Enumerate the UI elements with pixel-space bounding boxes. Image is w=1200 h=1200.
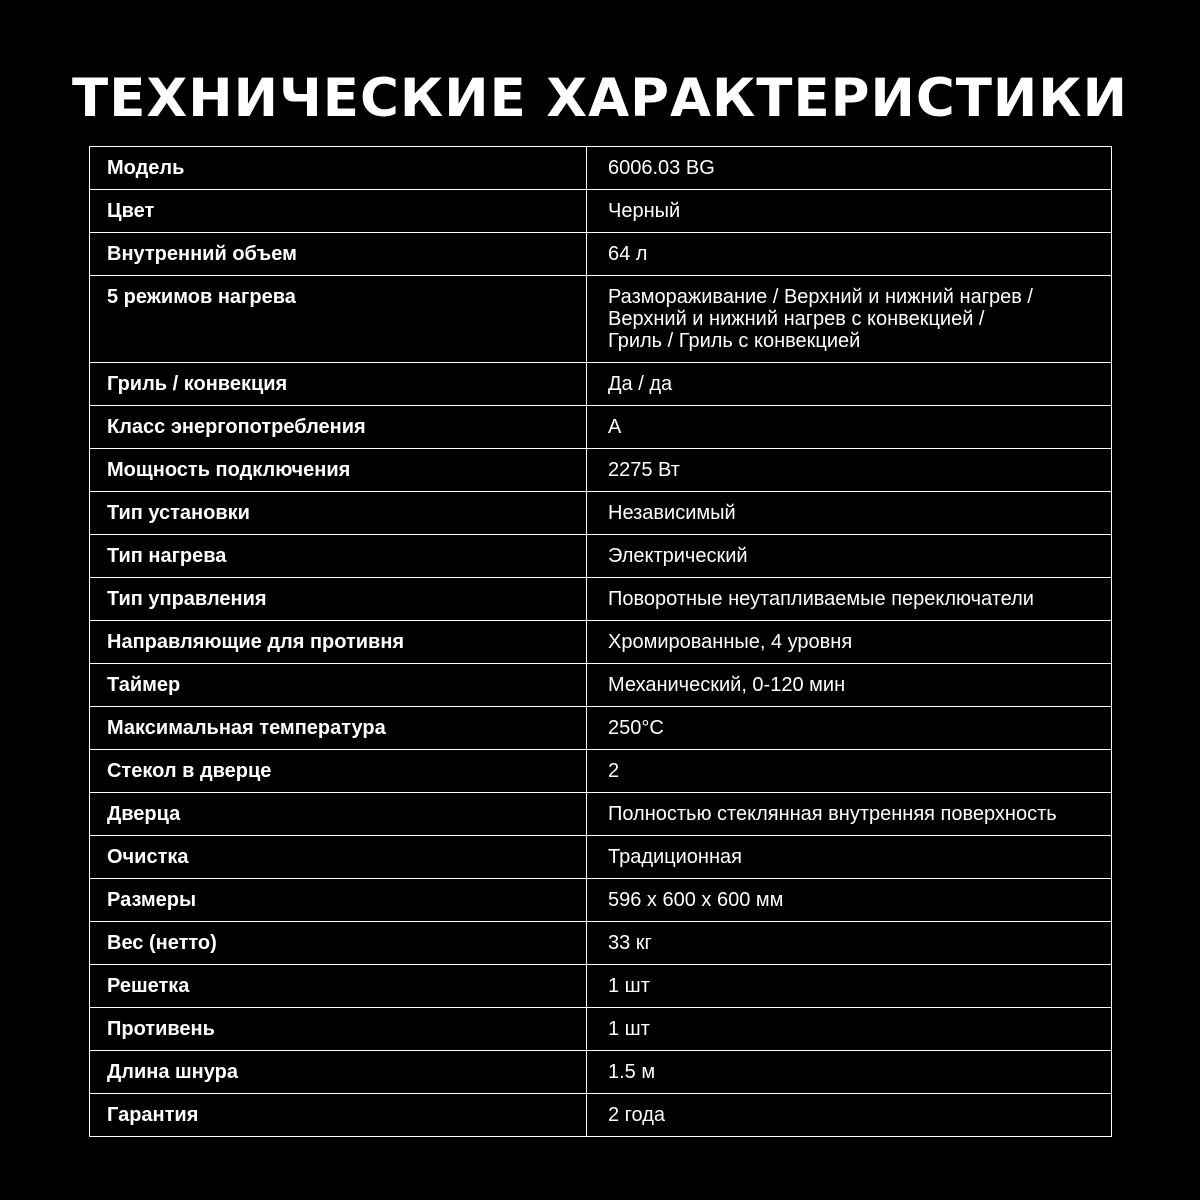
spec-value: 2 года [587, 1094, 1112, 1137]
spec-label: Очистка [90, 836, 587, 879]
spec-label: Размеры [90, 879, 587, 922]
spec-value: 6006.03 BG [587, 147, 1112, 190]
table-row [90, 750, 1112, 793]
spec-label: Направляющие для противня [90, 621, 587, 664]
table-row [90, 190, 1112, 233]
spec-label: Гриль / конвекция [90, 363, 587, 406]
spec-label: Дверца [90, 793, 587, 836]
table-row [90, 276, 1112, 363]
table-row [90, 449, 1112, 492]
spec-value: Полностью стеклянная внутренняя поверхность [587, 793, 1112, 836]
table-row [90, 233, 1112, 276]
page-title: ТЕХНИЧЕСКИЕ ХАРАКТЕРИСТИКИ [72, 68, 1128, 129]
spec-value: Электрический [587, 535, 1112, 578]
spec-value: Независимый [587, 492, 1112, 535]
table-row [90, 793, 1112, 836]
table-row [90, 965, 1112, 1008]
spec-label: Решетка [90, 965, 587, 1008]
spec-value: Поворотные неутапливаемые переключатели [587, 578, 1112, 621]
spec-label: Максимальная температура [90, 707, 587, 750]
spec-value: 2275 Вт [587, 449, 1112, 492]
spec-label: Тип управления [90, 578, 587, 621]
table-row [90, 836, 1112, 879]
table-row [90, 621, 1112, 664]
table-row [90, 578, 1112, 621]
spec-value: Черный [587, 190, 1112, 233]
table-row [90, 363, 1112, 406]
spec-label: Мощность подключения [90, 449, 587, 492]
spec-label: Модель [90, 147, 587, 190]
spec-value: 596 х 600 х 600 мм [587, 879, 1112, 922]
table-row [90, 1008, 1112, 1051]
spec-value: Да / да [587, 363, 1112, 406]
spec-value: Традиционная [587, 836, 1112, 879]
table-row [90, 879, 1112, 922]
spec-label: Цвет [90, 190, 587, 233]
spec-label: Противень [90, 1008, 587, 1051]
spec-label: Стекол в дверце [90, 750, 587, 793]
table-row [90, 147, 1112, 190]
table-row [90, 707, 1112, 750]
spec-label: 5 режимов нагрева [90, 276, 587, 363]
spec-value: 33 кг [587, 922, 1112, 965]
table-row [90, 1051, 1112, 1094]
spec-value: 1 шт [587, 965, 1112, 1008]
spec-label: Внутренний объем [90, 233, 587, 276]
spec-value: Механический, 0-120 мин [587, 664, 1112, 707]
table-row [90, 406, 1112, 449]
table-row [90, 492, 1112, 535]
table-row [90, 535, 1112, 578]
spec-value: A [587, 406, 1112, 449]
spec-value: 250°С [587, 707, 1112, 750]
spec-label: Класс энергопотребления [90, 406, 587, 449]
spec-value: Хромированные, 4 уровня [587, 621, 1112, 664]
specifications-table [89, 146, 1112, 1137]
spec-label: Таймер [90, 664, 587, 707]
spec-label: Длина шнура [90, 1051, 587, 1094]
spec-value: 1.5 м [587, 1051, 1112, 1094]
table-row [90, 1094, 1112, 1137]
table-row [90, 922, 1112, 965]
spec-value: 1 шт [587, 1008, 1112, 1051]
spec-label: Тип нагрева [90, 535, 587, 578]
spec-value: 64 л [587, 233, 1112, 276]
spec-label: Гарантия [90, 1094, 587, 1137]
table-row [90, 664, 1112, 707]
spec-value: 2 [587, 750, 1112, 793]
spec-value: Размораживание / Верхний и нижний нагрев / Верхний и нижний нагрев с конвекцией / Гриль / Гриль с конвекцией [587, 276, 1112, 363]
spec-label: Вес (нетто) [90, 922, 587, 965]
spec-label: Тип установки [90, 492, 587, 535]
